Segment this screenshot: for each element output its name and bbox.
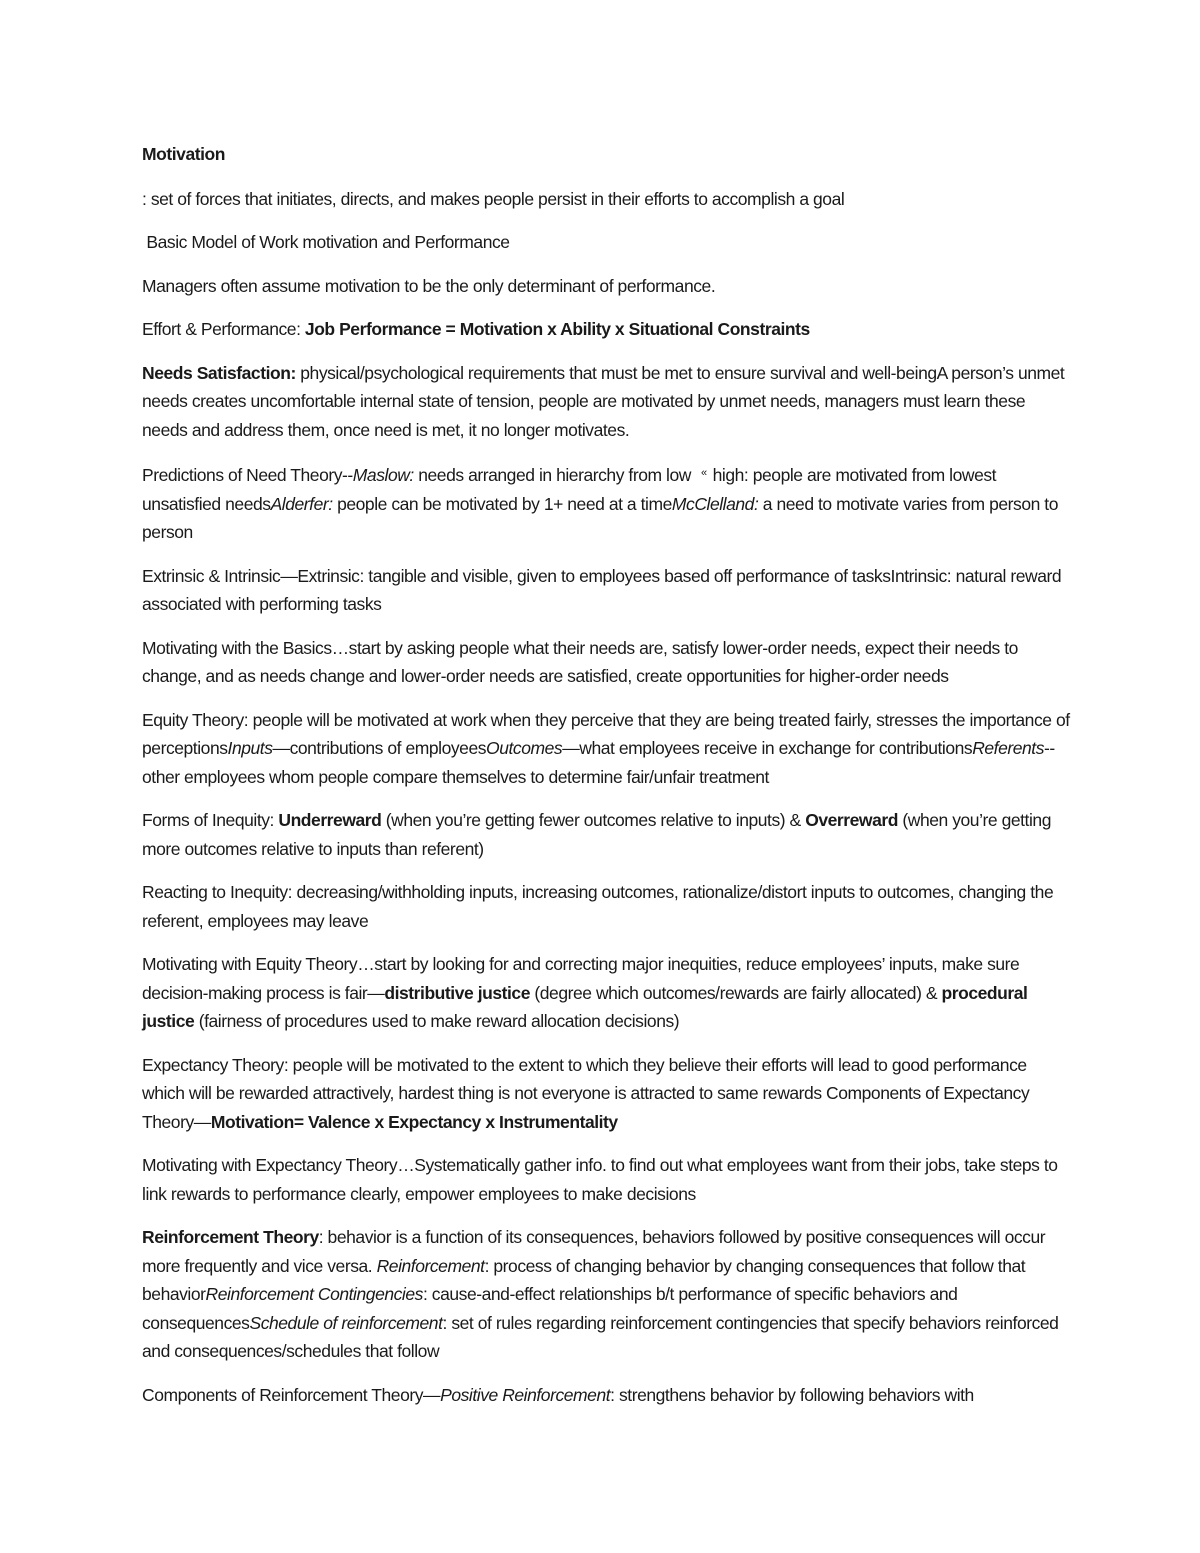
reacting-paragraph: Reacting to Inequity: decreasing/withholding inputs, increasing outcomes, rationalize/distort inputs to outcomes, changing the referent, employees may leave xyxy=(142,882,1054,931)
effort-lead: Effort & Performance: xyxy=(142,319,305,339)
distributive-justice-text: (degree which outcomes/rewards are fairly allocated) & xyxy=(529,982,942,1003)
equity-paragraph xyxy=(142,706,1072,792)
components-lead: Components of Reinforcement Theory— xyxy=(142,1384,441,1405)
document-page xyxy=(142,140,1072,1424)
overreward-term: Overreward xyxy=(805,810,898,830)
basic-model-text: Basic Model of Work motivation and Performance xyxy=(142,232,510,252)
expectancy-lead: Expectancy Theory: people will be motivated to the extent to which they believe their efforts will lead to good performance which will be rewarded attractively, hardest thing is not everyone is attracted to same rewards Components of Expectancy Theory— xyxy=(142,1054,1030,1132)
document-title: Motivation xyxy=(142,144,225,164)
predictions-paragraph xyxy=(142,459,1072,547)
schedule-term: Schedule of reinforcement xyxy=(249,1312,443,1333)
referents-text: -- other employees whom people compare themselves to determine fair/unfair treatment xyxy=(142,738,1055,787)
procedural-justice-text: (fairness of procedures used to make reward allocation decisions) xyxy=(194,1011,680,1031)
extrinsic-paragraph: Extrinsic & Intrinsic—Extrinsic: tangible and visible, given to employees based off performance of tasksIntrinsic: natural reward associated with performing tasks xyxy=(142,565,1062,614)
underreward-term: Underreward xyxy=(278,810,382,830)
alderfer-term: Alderfer: xyxy=(270,493,333,514)
inputs-term: Inputs xyxy=(227,738,273,758)
underreward-text: (when you’re getting fewer outcomes relative to inputs) & xyxy=(381,810,806,830)
effort-paragraph xyxy=(142,315,1072,344)
outcomes-text: —what employees receive in exchange for contributions xyxy=(562,738,973,758)
inputs-text: —contributions of employees xyxy=(272,738,487,758)
referents-term: Referents xyxy=(972,738,1045,758)
needs-text: physical/psychological requirements that must be met to ensure survival and well-beingA person’s unmet needs creates uncomfortable internal state of tension, people are motivated by unmet needs, managers must learn these needs and address them, once need is met, it no longer motivates. xyxy=(142,362,1065,440)
arrow-icon: « xyxy=(700,467,707,479)
distributive-justice-term: distributive justice xyxy=(384,982,530,1003)
equity-lead: Equity Theory: people will be motivated at work when they perceive that they are being treated fairly, stresses the importance of perceptions xyxy=(142,709,1070,758)
expectancy-paragraph xyxy=(142,1051,1072,1137)
schedule-text: : set of rules regarding reinforcement contingencies that specify behaviors reinforced and consequences/schedules that follow xyxy=(142,1312,1059,1361)
contingencies-term: Reinforcement Contingencies xyxy=(205,1284,423,1304)
components-paragraph xyxy=(142,1381,1072,1410)
contingencies-text: : cause-and-effect relationships b/t performance of specific behaviors and consequences xyxy=(142,1284,958,1333)
procedural-justice-term: procedural justice xyxy=(142,982,1028,1031)
needs-paragraph xyxy=(142,359,1072,445)
maslow-term: Maslow: xyxy=(352,465,414,485)
maslow-text-b: high: people are motivated from lowest unsatisfied needs xyxy=(142,465,997,514)
inequity-paragraph xyxy=(142,806,1072,863)
alderfer-text: people can be motivated by 1+ need at a time xyxy=(332,493,672,514)
managers-paragraph: Managers often assume motivation to be the only determinant of performance. xyxy=(142,275,716,296)
maslow-text-a: needs arranged in hierarchy from low xyxy=(413,465,691,485)
mcclelland-term: McClelland: xyxy=(671,493,759,514)
outcomes-term: Outcomes xyxy=(486,738,563,758)
expectancy-motivating-paragraph: Motivating with Expectancy Theory…Systematically gather info. to find out what employees want from their jobs, take steps to link rewards to performance clearly, empower employees to make decisions xyxy=(142,1155,1058,1204)
basics-paragraph: Motivating with the Basics…start by asking people what their needs are, satisfy lower-order needs, expect their needs to change, and as needs change and lower-order needs are satisfied, create opportunities for higher-order needs xyxy=(142,637,1018,686)
equity-motivating-lead: Motivating with Equity Theory…start by looking for and correcting major inequities, reduce employees’ inputs, make sure decision-making process is fair— xyxy=(142,954,1020,1003)
job-performance-formula: Job Performance = Motivation x Ability x Situational Constraints xyxy=(304,319,810,339)
predictions-lead: Predictions of Need Theory-- xyxy=(142,465,353,485)
mcclelland-text: a need to motivate varies from person to person xyxy=(142,493,1059,542)
inequity-lead: Forms of Inequity: xyxy=(142,810,279,830)
reinforcement-paragraph xyxy=(142,1223,1072,1366)
basic-model-paragraph xyxy=(142,228,1072,257)
reinforcement-term: Reinforcement xyxy=(376,1255,485,1276)
reinforcement-theory-term: Reinforcement Theory xyxy=(142,1227,319,1247)
reinforcement-text-a: : behavior is a function of its consequences, behaviors followed by positive consequences will occur more frequently and vice versa. xyxy=(142,1227,1046,1276)
reinforcement-text: : process of changing behavior by changing consequences that follow that behavior xyxy=(142,1255,1026,1304)
expectancy-formula: Motivation= Valence x Expectancy x Instrumentality xyxy=(210,1111,618,1132)
needs-term: Needs Satisfaction: xyxy=(142,362,296,383)
definition-paragraph: : set of forces that initiates, directs, and makes people persist in their efforts to accomplish a goal xyxy=(142,188,845,209)
equity-motivating-paragraph xyxy=(142,950,1072,1036)
positive-reinforcement-term: Positive Reinforcement xyxy=(440,1384,611,1405)
positive-reinforcement-text: : strengthens behavior by following behaviors with xyxy=(610,1384,974,1405)
overreward-text: (when you’re getting more outcomes relative to inputs than referent) xyxy=(142,810,1051,859)
